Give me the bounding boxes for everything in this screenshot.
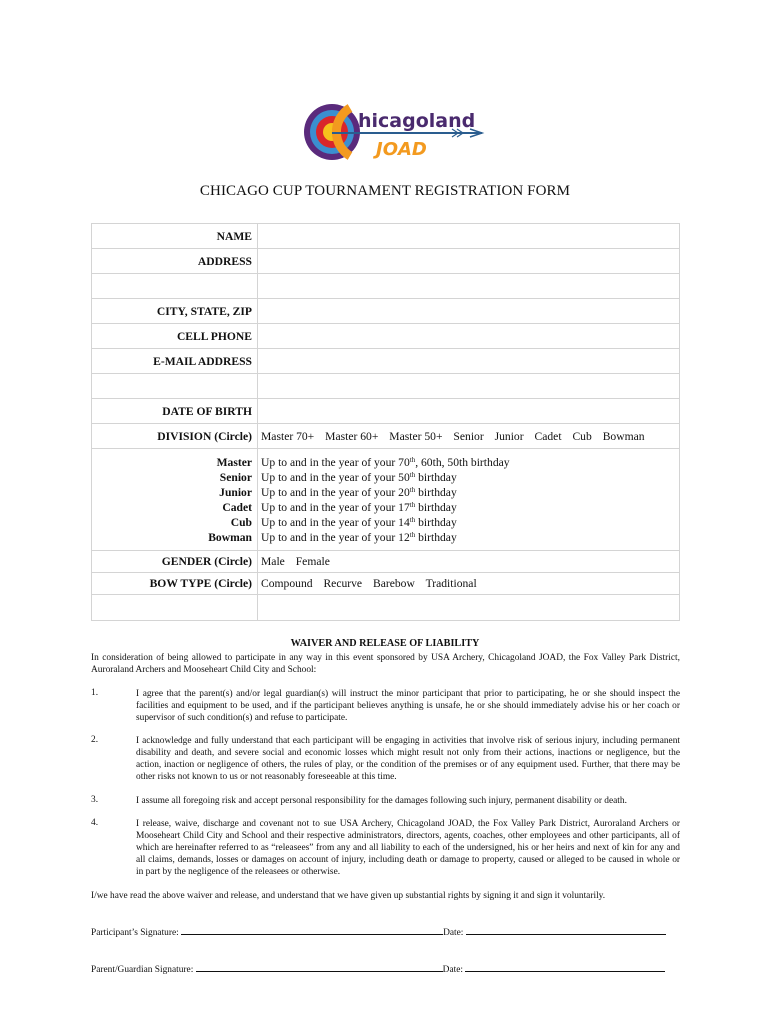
row-phone [92, 324, 680, 349]
email-field[interactable] [258, 349, 680, 374]
division-rule-bowman: Up to and in the year of your 12th birthday [261, 530, 457, 544]
bow-option-traditional[interactable]: Traditional [425, 577, 477, 590]
row-bow-type [92, 573, 680, 595]
participant-date-label: Date: [443, 928, 464, 938]
waiver-item-1: I agree that the parent(s) and/or legal guardian(s) will instruct the minor participant that prior to participating, he or she should inspect the facilities and equipment to be used, and if the participant believes anything is unsafe, he or she should immediately advise his or her coach or supervisor of such condition(s) and refuse to participate. [136, 689, 680, 723]
city-field[interactable] [258, 299, 680, 324]
participant-date-line[interactable] [466, 926, 666, 935]
division-rule-cub: Up to and in the year of your 14th birthday [261, 515, 457, 529]
division-rule-names: Master Senior Junior Cadet Cub Bowman [92, 449, 258, 551]
name-field[interactable] [258, 224, 680, 249]
city-label: CITY, STATE, ZIP [92, 299, 258, 324]
division-rule-master: Up to and in the year of your 70th, 60th, 50th birthday [261, 455, 510, 469]
waiver-item-3: I assume all foregoing risk and accept personal responsibility for the damages following such injury, permanent disability or death. [136, 796, 627, 806]
division-label: DIVISION (Circle) [92, 424, 258, 449]
row-division [92, 424, 680, 449]
email-field-2[interactable] [258, 374, 680, 399]
registration-table [91, 223, 680, 621]
division-options [258, 424, 680, 449]
row-name [92, 224, 680, 249]
row-dob [92, 399, 680, 424]
phone-field[interactable] [258, 324, 680, 349]
division-option-master-50[interactable]: Master 50+ [389, 429, 443, 443]
participant-signature-line[interactable] [181, 926, 443, 935]
bow-option-compound[interactable]: Compound [261, 577, 313, 590]
guardian-signature-row [91, 963, 665, 975]
participant-signature-row [91, 926, 666, 938]
bow-type-label: BOW TYPE (Circle) [92, 573, 258, 595]
waiver-title: WAIVER AND RELEASE OF LIABILITY [290, 638, 480, 649]
form-title: CHICAGO CUP TOURNAMENT REGISTRATION FORM [199, 183, 571, 199]
row-city [92, 299, 680, 324]
division-option-senior[interactable]: Senior [453, 429, 484, 443]
row-email-2 [92, 374, 680, 399]
waiver-item-4: I release, waive, discharge and covenant not to sue USA Archery, Chicagoland JOAD, the Fox Valley Park District, Auroraland Archers or Mooseheart Child City and School and their respective administrators, directors, agents, coaches, other employees and other participants, all of which are hereinafter referred to as “releasees” from any and all liability to each of the undersigned, his or her heirs and next of kin for any and all claims, demands, losses or damages on account of injury, including death or damage to property, caused or alleged to be caused in whole or in part by the negligence of the releasees or otherwise. [136, 819, 680, 877]
row-address-2 [92, 274, 680, 299]
email-label: E-MAIL ADDRESS [92, 349, 258, 374]
dob-label: DATE OF BIRTH [92, 399, 258, 424]
row-email [92, 349, 680, 374]
bow-option-recurve[interactable]: Recurve [323, 577, 363, 590]
division-rule-junior: Up to and in the year of your 20th birthday [261, 485, 457, 499]
waiver-item-2-number: 2. [91, 735, 99, 745]
division-option-master-60[interactable]: Master 60+ [325, 429, 379, 443]
bow-option-barebow[interactable]: Barebow [373, 577, 415, 590]
phone-label: CELL PHONE [92, 324, 258, 349]
division-option-bowman[interactable]: Bowman [602, 429, 645, 443]
waiver-closing: I/we have read the above waiver and release, and understand that we have given up substantial rights by signing it and sign it voluntarily. [91, 891, 606, 901]
row-gender [92, 551, 680, 573]
row-blank [92, 595, 680, 621]
waiver-item-4-number: 4. [91, 818, 99, 828]
address-label: ADDRESS [92, 249, 258, 274]
bow-type-options [258, 573, 680, 595]
extra-field[interactable] [258, 595, 680, 621]
gender-option-male[interactable]: Male [261, 555, 285, 568]
chicagoland-joad-logo [302, 100, 488, 164]
guardian-signature-label: Parent/Guardian Signature: [91, 965, 194, 975]
division-option-cub[interactable]: Cub [572, 429, 592, 443]
division-option-cadet[interactable]: Cadet [534, 429, 562, 443]
address-field-2[interactable] [258, 274, 680, 299]
dob-field[interactable] [258, 399, 680, 424]
row-division-rules [92, 449, 680, 551]
participant-signature-label: Participant’s Signature: [91, 928, 179, 938]
division-option-master-70[interactable]: Master 70+ [261, 429, 315, 443]
gender-options [258, 551, 680, 573]
logo-word: hicagoland [358, 110, 476, 132]
guardian-signature-line[interactable] [196, 963, 443, 972]
waiver-item-3-number: 3. [91, 795, 99, 805]
division-rule-senior: Up to and in the year of your 50th birthday [261, 470, 457, 484]
guardian-date-label: Date: [442, 965, 463, 975]
guardian-date-line[interactable] [465, 963, 665, 972]
division-rule-texts [258, 449, 680, 551]
division-rule-cadet: Up to and in the year of your 17th birthday [261, 500, 457, 514]
waiver-intro: In consideration of being allowed to participate in any way in this event sponsored by USA Archery, Chicagoland JOAD, the Fox Valley Park District, Auroraland Archers and Mooseheart Child City and School: [91, 653, 680, 675]
row-address [92, 249, 680, 274]
waiver-item-2: I acknowledge and fully understand that each participant will be engaging in activities that involve risk of serious injury, including permanent disability and death, and severe social and economic losses which might result not only from their actions, inactions or negligence, but the action, inaction or negligence of others, the rules of play, or the condition of the premises or of any equipment used. Further, that there may be other risks not known to us or not reasonably foreseeable at this time. [136, 736, 680, 782]
gender-option-female[interactable]: Female [295, 555, 330, 568]
name-label: NAME [92, 224, 258, 249]
division-option-junior[interactable]: Junior [494, 429, 524, 443]
logo-joad: JOAD [376, 139, 427, 160]
gender-label: GENDER (Circle) [92, 551, 258, 573]
waiver-item-1-number: 1. [91, 688, 99, 698]
address-field[interactable] [258, 249, 680, 274]
